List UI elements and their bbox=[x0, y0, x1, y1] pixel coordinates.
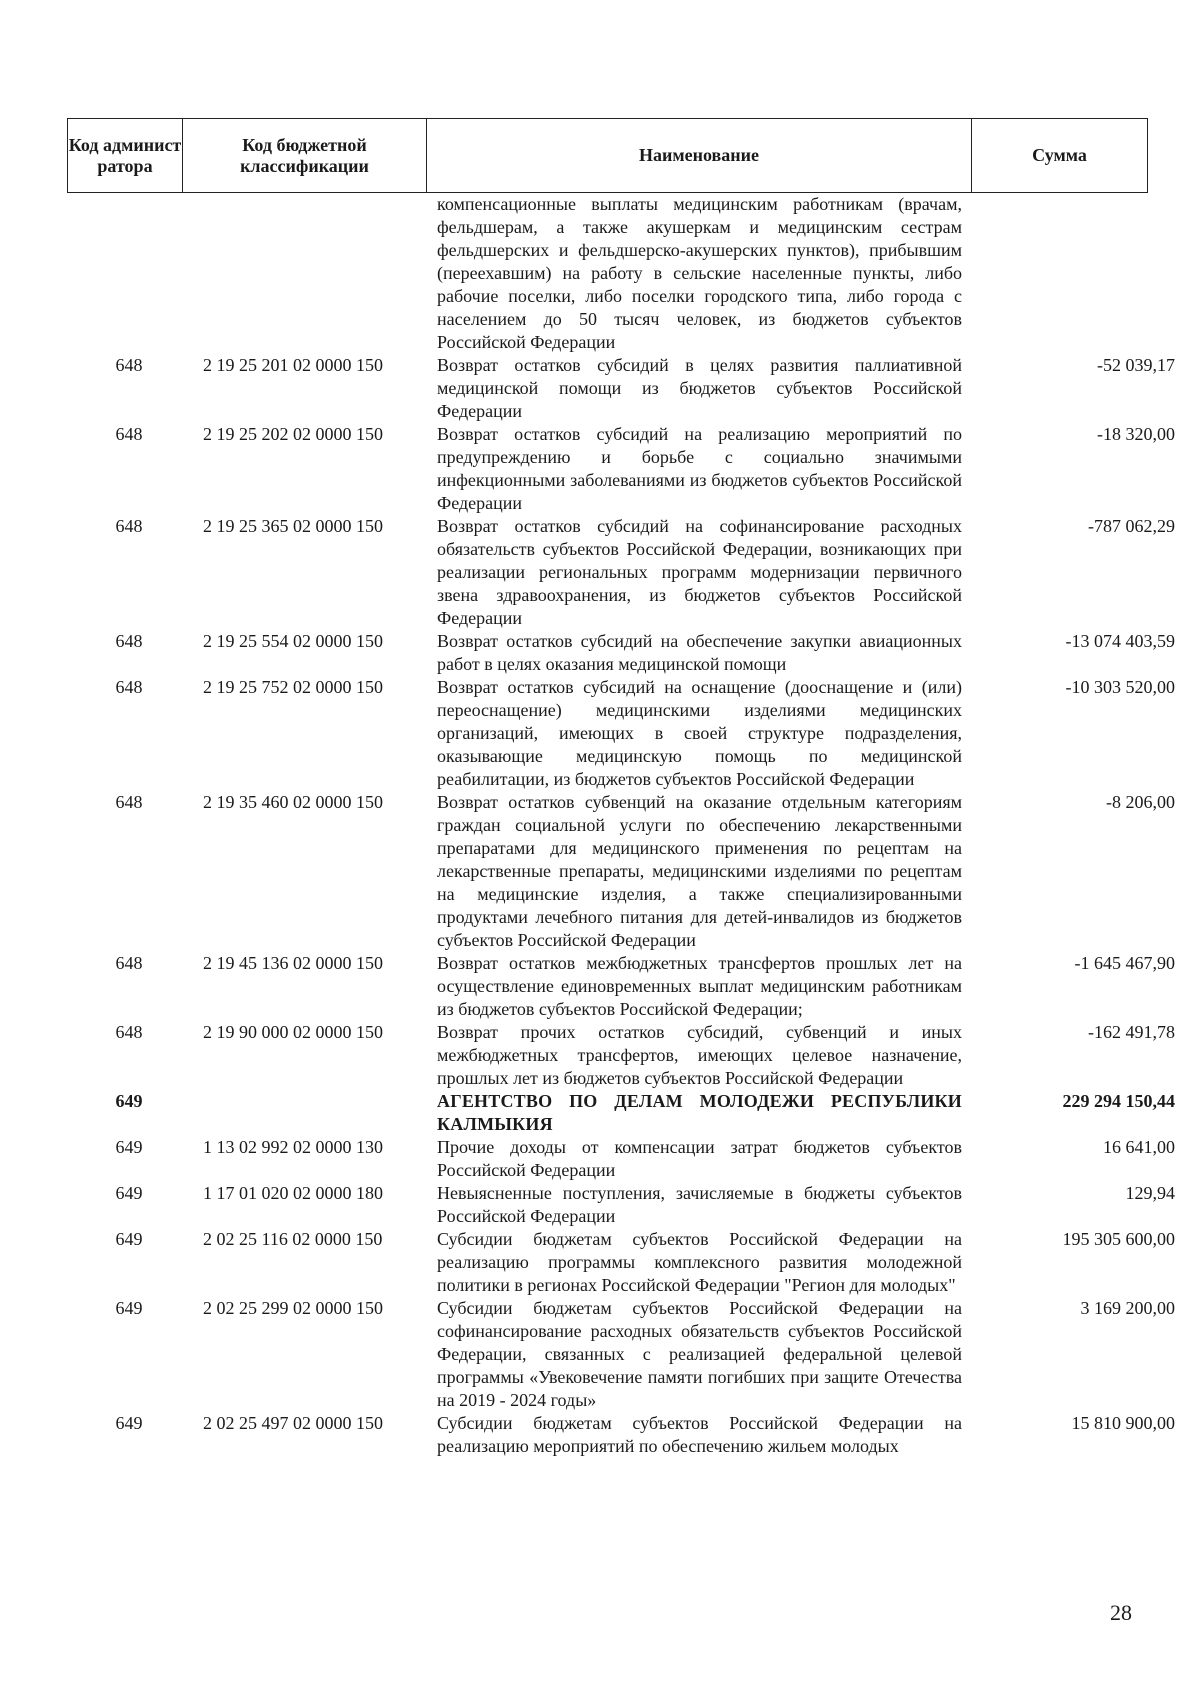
table-row bbox=[0, 354, 1200, 423]
table-body bbox=[0, 193, 1200, 1458]
budget-code-cell: 2 19 25 752 02 0000 150 bbox=[203, 677, 383, 697]
sum-cell: -10 303 520,00 bbox=[1065, 677, 1175, 697]
admin-code-cell: 648 bbox=[115, 516, 143, 536]
table-row bbox=[0, 676, 1200, 791]
sum-cell: -8 206,00 bbox=[1106, 792, 1175, 812]
name-cell: Возврат прочих остатков субсидий, субвенций и иных межбюджетных трансфертов, имеющих целевое назначение, прошлых лет из бюджетов субъектов Российской Федерации bbox=[437, 1022, 962, 1088]
sum-cell: -52 039,17 bbox=[1097, 355, 1175, 375]
admin-code-cell: 648 bbox=[115, 1022, 143, 1042]
budget-code-cell: 2 02 25 116 02 0000 150 bbox=[203, 1229, 383, 1249]
name-cell: Возврат остатков субсидий на софинансирование расходных обязательств субъектов Российской Федерации, возникающих при реализации региональных программ модернизации первичного звена здравоохранения, из бюджетов субъектов Российской Федерации bbox=[437, 516, 962, 628]
sum-cell: 15 810 900,00 bbox=[1071, 1413, 1175, 1433]
sum-cell: -1 645 467,90 bbox=[1074, 953, 1175, 973]
table-row bbox=[0, 630, 1200, 676]
name-cell: Возврат остатков субвенций на оказание отдельным категориям граждан социальной услуги по обеспечению лекарственными препаратами для медицинского применения по рецептам на лекарственные препараты, медицинскими изделиями по рецептам на медицинские изделия, а также специализированными продуктами лечебного питания для детей-инвалидов из бюджетов субъектов Российской Федерации bbox=[437, 792, 962, 950]
budget-code-cell: 2 19 35 460 02 0000 150 bbox=[203, 792, 383, 812]
sum-cell: -18 320,00 bbox=[1097, 424, 1175, 444]
budget-code-cell: 2 02 25 497 02 0000 150 bbox=[203, 1413, 383, 1433]
admin-code-cell: 648 bbox=[115, 792, 143, 812]
admin-code-cell: 649 bbox=[115, 1298, 143, 1318]
name-cell: Возврат остатков субсидий в целях развития паллиативной медицинской помощи из бюджетов субъектов Российской Федерации bbox=[437, 355, 962, 421]
sum-cell: -13 074 403,59 bbox=[1065, 631, 1175, 651]
header-name: Наименование bbox=[427, 119, 972, 192]
table-row bbox=[0, 1297, 1200, 1412]
table-row bbox=[0, 1136, 1200, 1182]
admin-code-cell: 649 bbox=[115, 1137, 143, 1157]
table-row bbox=[0, 952, 1200, 1021]
admin-code-cell: 649 bbox=[115, 1091, 143, 1111]
sum-cell: 195 305 600,00 bbox=[1062, 1229, 1175, 1249]
budget-code-cell: 2 19 25 202 02 0000 150 bbox=[203, 424, 383, 444]
admin-code-cell: 648 bbox=[115, 677, 143, 697]
budget-code-cell: 1 17 01 020 02 0000 180 bbox=[203, 1183, 383, 1203]
header-admin-code: Код админист ратора bbox=[68, 119, 183, 192]
table-row bbox=[0, 791, 1200, 952]
table-header bbox=[67, 118, 1148, 193]
admin-code-cell: 649 bbox=[115, 1413, 143, 1433]
name-cell: АГЕНТСТВО ПО ДЕЛАМ МОЛОДЕЖИ РЕСПУБЛИКИ КАЛМЫКИЯ bbox=[437, 1091, 962, 1134]
admin-code-cell: 648 bbox=[115, 424, 143, 444]
budget-code-cell: 2 02 25 299 02 0000 150 bbox=[203, 1298, 383, 1318]
table-row bbox=[0, 1228, 1200, 1297]
budget-code-cell: 2 19 90 000 02 0000 150 bbox=[203, 1022, 383, 1042]
table-row bbox=[0, 193, 1200, 354]
table-row bbox=[0, 423, 1200, 515]
budget-code-cell: 2 19 25 365 02 0000 150 bbox=[203, 516, 383, 536]
table-row bbox=[0, 1021, 1200, 1090]
budget-code-cell bbox=[179, 193, 409, 354]
name-cell: Прочие доходы от компенсации затрат бюджетов субъектов Российской Федерации bbox=[437, 1137, 962, 1180]
name-cell: Возврат остатков межбюджетных трансфертов прошлых лет на осуществление единовременных выплат медицинским работникам из бюджетов субъектов Российской Федерации; bbox=[437, 953, 962, 1019]
budget-code-cell: 1 13 02 992 02 0000 130 bbox=[203, 1137, 383, 1157]
table-row bbox=[0, 1090, 1200, 1136]
name-cell: компенсационные выплаты медицинским работникам (врачам, фельдшерам, а также акушеркам и медицинским сестрам фельдшерских и фельдшерско-акушерских пунктов), прибывшим (переехавшим) на работу в сельские населенные пункты, либо рабочие поселки, либо поселки городского типа, либо города с населением до 50 тысяч человек, из бюджетов субъектов Российской Федерации bbox=[437, 194, 962, 352]
sum-cell: 229 294 150,44 bbox=[1062, 1091, 1175, 1111]
table-row bbox=[0, 515, 1200, 630]
name-cell: Возврат остатков субсидий на оснащение (дооснащение и (или) переоснащение) медицинскими изделиями медицинских организаций, имеющих в своей структуре подразделения, оказывающие медицинскую помощь по медицинской реабилитации, из бюджетов субъектов Российской Федерации bbox=[437, 677, 962, 789]
admin-code-cell: 648 bbox=[115, 355, 143, 375]
sum-cell: -787 062,29 bbox=[1088, 516, 1175, 536]
page-number: 28 bbox=[1110, 1600, 1132, 1625]
admin-code-cell: 649 bbox=[115, 1183, 143, 1203]
header-sum: Сумма bbox=[1032, 145, 1087, 165]
admin-code-cell: 648 bbox=[115, 631, 143, 651]
name-cell: Невыясненные поступления, зачисляемые в бюджеты субъектов Российской Федерации bbox=[437, 1183, 962, 1226]
budget-code-cell: 2 19 45 136 02 0000 150 bbox=[203, 953, 383, 973]
name-cell: Субсидии бюджетам субъектов Российской Федерации на реализацию мероприятий по обеспечению жильем молодых bbox=[437, 1413, 962, 1456]
admin-code-cell: 649 bbox=[115, 1229, 143, 1249]
name-cell: Возврат остатков субсидий на реализацию мероприятий по предупреждению и борьбе с социально значимыми инфекционными заболеваниями из бюджетов субъектов Российской Федерации bbox=[437, 424, 962, 513]
sum-cell bbox=[962, 193, 1175, 354]
budget-code-cell: 2 19 25 554 02 0000 150 bbox=[203, 631, 383, 651]
budget-code-cell bbox=[179, 1090, 409, 1136]
sum-cell: 129,94 bbox=[1125, 1183, 1175, 1203]
table-row bbox=[0, 1412, 1200, 1458]
header-budget-code: Код бюджетной классификации bbox=[183, 119, 427, 192]
name-cell: Субсидии бюджетам субъектов Российской Федерации на реализацию программы комплексного развития молодежной политики в регионах Российской Федерации "Регион для молодых" bbox=[437, 1229, 962, 1295]
name-cell: Возврат остатков субсидий на обеспечение закупки авиационных работ в целях оказания медицинской помощи bbox=[437, 631, 962, 674]
table-row bbox=[0, 1182, 1200, 1228]
name-cell: Субсидии бюджетам субъектов Российской Федерации на софинансирование расходных обязательств субъектов Российской Федерации, связанных с реализацией федеральной целевой программы «Увековечение памяти погибших при защите Отечества на 2019 - 2024 годы» bbox=[437, 1298, 962, 1410]
budget-code-cell: 2 19 25 201 02 0000 150 bbox=[203, 355, 383, 375]
admin-code-cell bbox=[79, 193, 179, 354]
admin-code-cell: 648 bbox=[115, 953, 143, 973]
sum-cell: 16 641,00 bbox=[1103, 1137, 1175, 1157]
sum-cell: -162 491,78 bbox=[1088, 1022, 1175, 1042]
sum-cell: 3 169 200,00 bbox=[1080, 1298, 1175, 1318]
